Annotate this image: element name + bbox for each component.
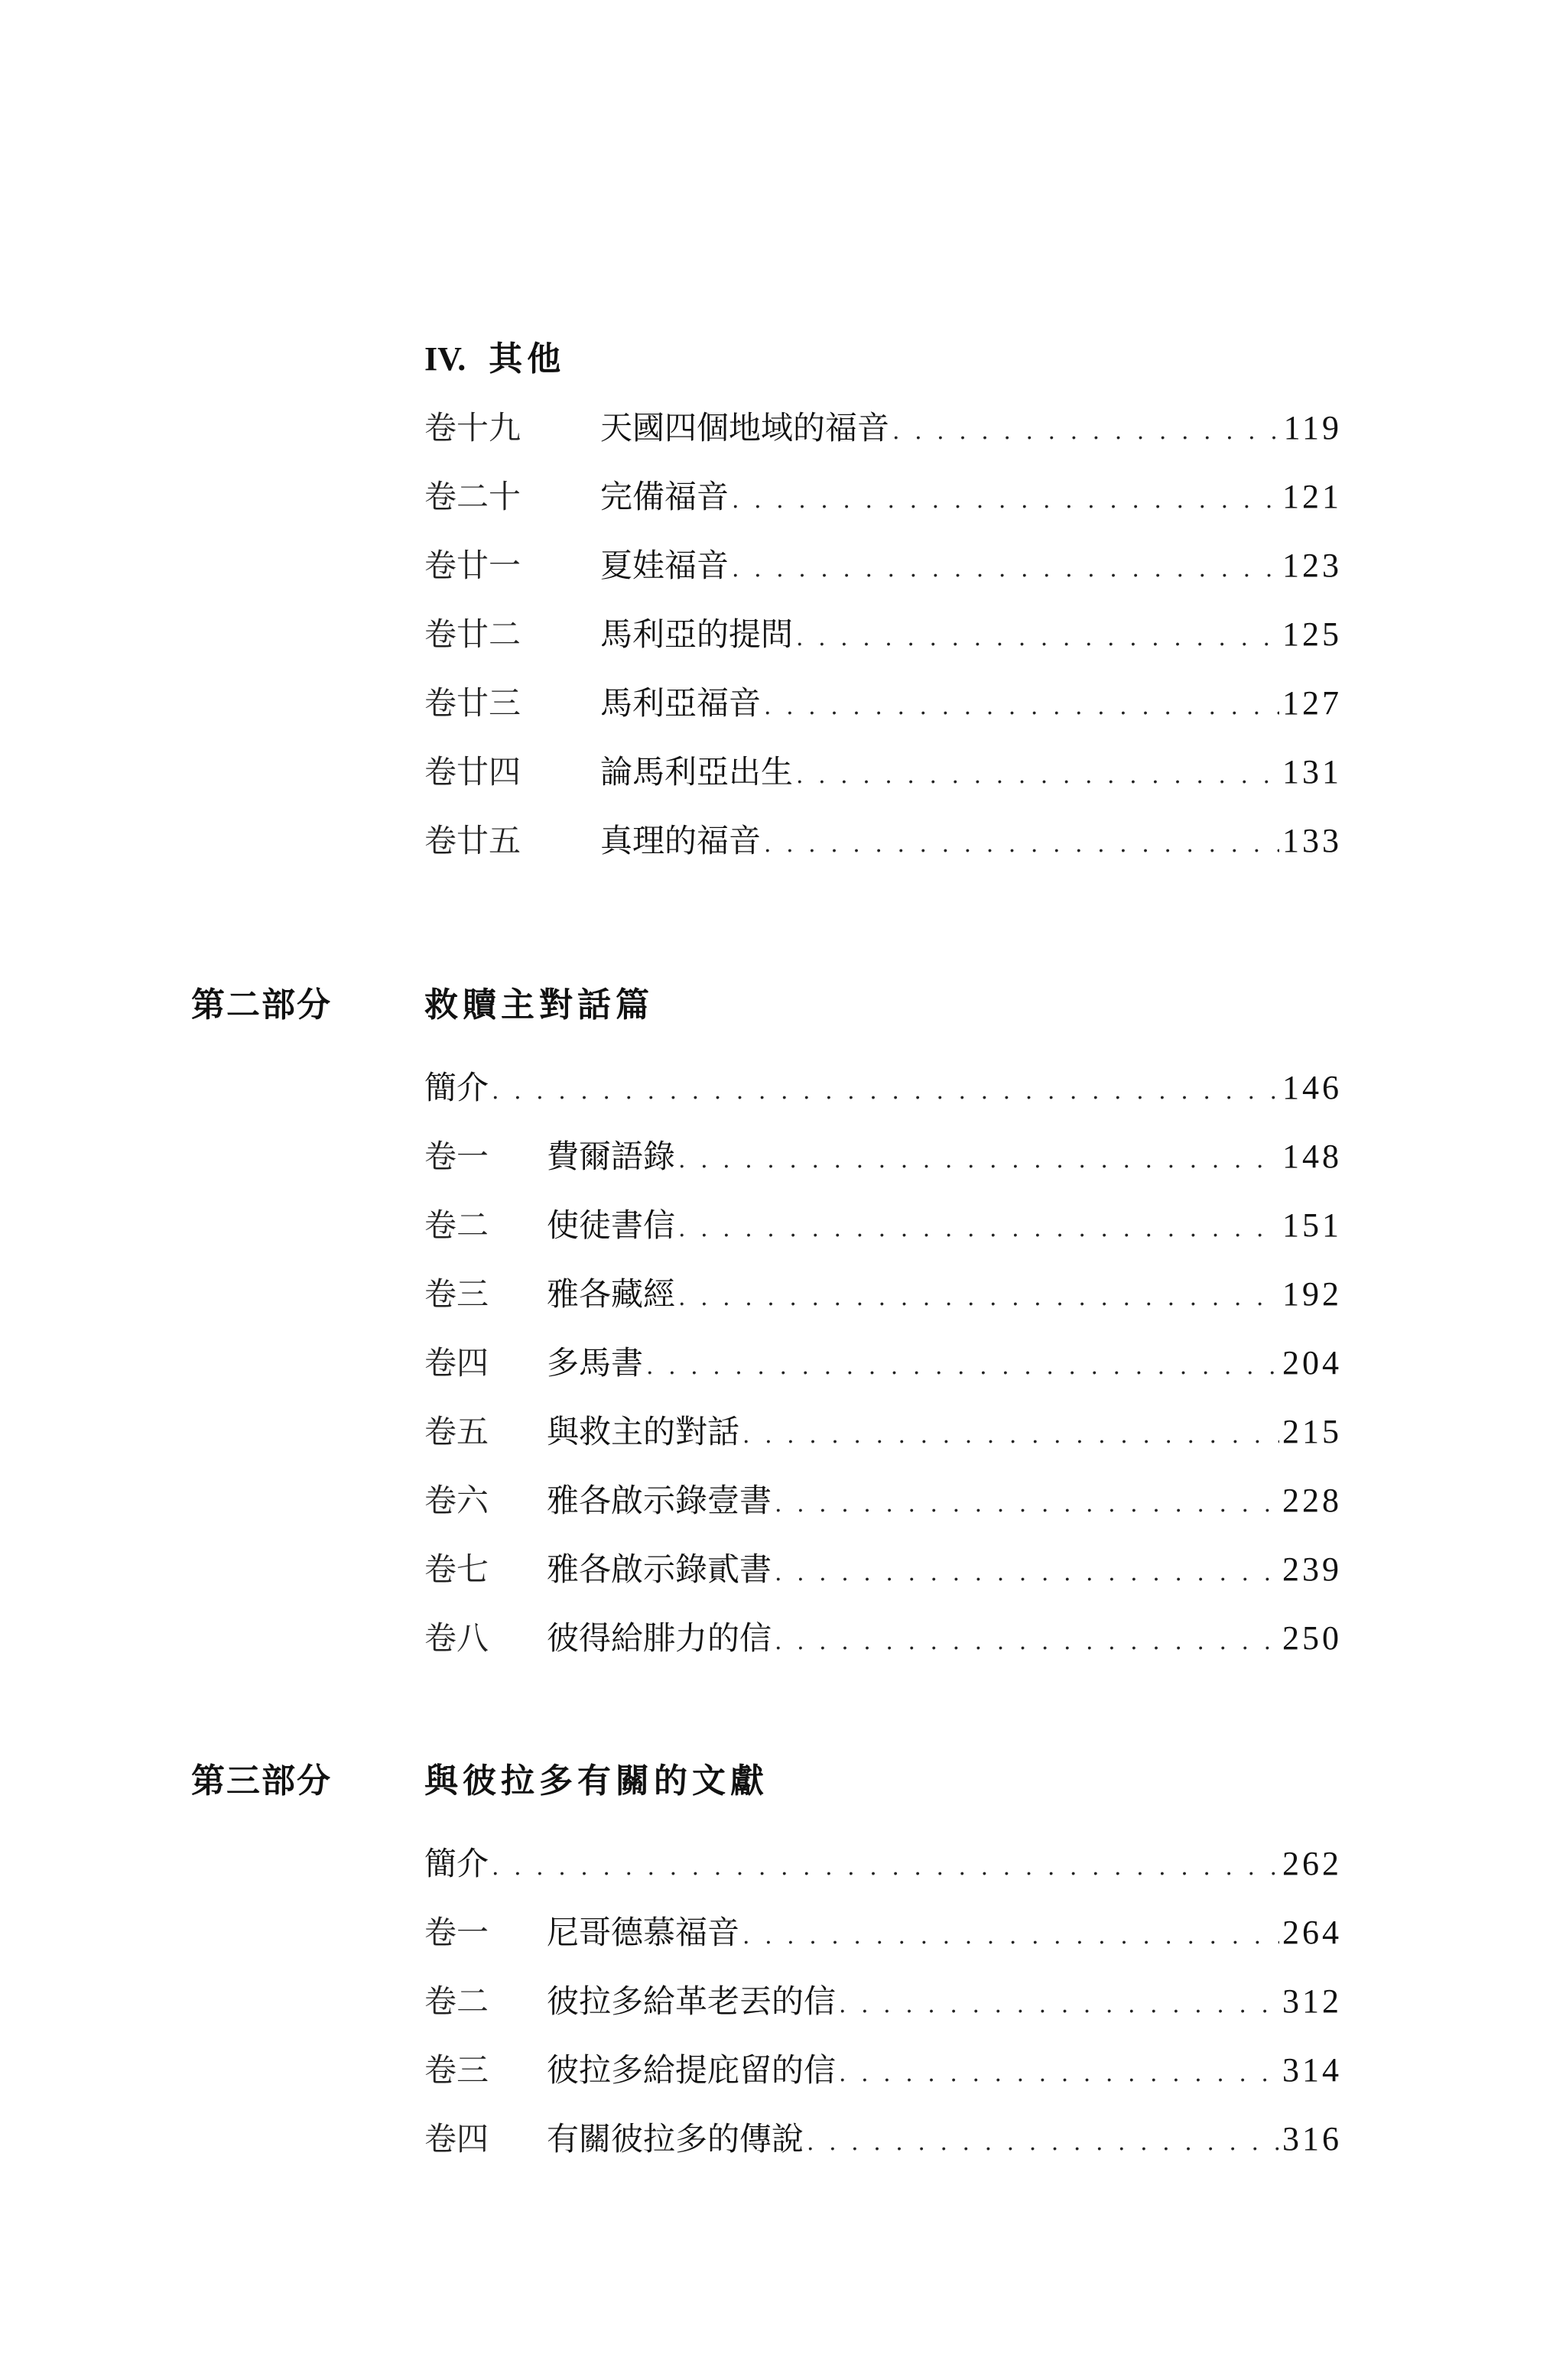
entry-title: 馬利亞福音 bbox=[600, 684, 762, 722]
entry-title: 天國四個地域的福音 bbox=[600, 409, 890, 446]
volume-label: 卷七 bbox=[424, 1550, 489, 1588]
section-heading bbox=[424, 336, 565, 382]
dot-leader bbox=[796, 753, 1279, 799]
volume-label: 卷四 bbox=[424, 2120, 489, 2158]
volume-label: 卷一 bbox=[424, 1914, 489, 1951]
dot-leader bbox=[492, 1069, 1279, 1115]
toc-entry bbox=[424, 543, 1342, 612]
toc-entry bbox=[424, 749, 1342, 818]
entry-title: 多馬書 bbox=[547, 1344, 644, 1382]
page-number: 123 bbox=[1282, 547, 1342, 584]
toc-entry bbox=[424, 1478, 1342, 1547]
toc-entry bbox=[424, 818, 1342, 887]
page-number: 264 bbox=[1282, 1914, 1342, 1951]
page-number: 204 bbox=[1282, 1344, 1342, 1382]
entry-title: 馬利亞的提問 bbox=[600, 615, 794, 653]
dot-leader bbox=[764, 684, 1279, 730]
dot-leader bbox=[742, 1914, 1279, 1960]
page-number: 314 bbox=[1282, 2051, 1342, 2089]
toc-entry bbox=[424, 1910, 1342, 1979]
entry-title: 論馬利亞出生 bbox=[600, 753, 794, 791]
entry-title: 夏娃福音 bbox=[600, 547, 729, 584]
entry-title: 使徒書信 bbox=[547, 1206, 676, 1244]
volume-label: 卷八 bbox=[424, 1619, 489, 1657]
entry-title: 有關彼拉多的傳說 bbox=[547, 2120, 804, 2158]
dot-leader bbox=[678, 1206, 1279, 1252]
dot-leader bbox=[492, 1845, 1279, 1891]
volume-label: 卷二 bbox=[424, 1982, 489, 2020]
section-title: 救贖主對話篇 bbox=[424, 985, 654, 1024]
page-number: 133 bbox=[1282, 822, 1342, 859]
section-title: 其他 bbox=[489, 339, 566, 378]
toc-entry-list bbox=[424, 405, 1342, 887]
entry-title: 與救主的對話 bbox=[547, 1413, 740, 1450]
dot-leader bbox=[678, 1138, 1279, 1184]
dot-leader bbox=[742, 1413, 1279, 1459]
section-roman-numeral: IV. bbox=[424, 340, 466, 378]
volume-label: 卷廿一 bbox=[424, 547, 521, 584]
entry-title: 完備福音 bbox=[600, 478, 729, 515]
volume-label: 卷四 bbox=[424, 1344, 489, 1382]
page-number: 228 bbox=[1282, 1482, 1342, 1519]
section-title: 與彼拉多有關的文獻 bbox=[424, 1761, 768, 1800]
page-number: 262 bbox=[1282, 1845, 1342, 1882]
volume-label: 卷廿三 bbox=[424, 684, 521, 722]
dot-leader bbox=[678, 1275, 1279, 1321]
toc-entry bbox=[424, 1841, 1342, 1910]
dot-leader bbox=[796, 615, 1279, 661]
toc-entry-list bbox=[424, 1841, 1342, 2185]
dot-leader bbox=[839, 2051, 1279, 2097]
toc-entry bbox=[424, 1271, 1342, 1340]
toc-entry bbox=[424, 1203, 1342, 1271]
volume-label: 卷十九 bbox=[424, 409, 521, 446]
page-number: 148 bbox=[1282, 1138, 1342, 1175]
entry-title: 真理的福音 bbox=[600, 822, 762, 859]
part-label: 第二部分 bbox=[191, 985, 332, 1024]
page-number: 250 bbox=[1282, 1619, 1342, 1657]
page-number: 146 bbox=[1282, 1069, 1342, 1106]
entry-title: 簡介 bbox=[424, 1845, 489, 1882]
toc-entry bbox=[424, 1409, 1342, 1478]
dot-leader bbox=[807, 2120, 1279, 2166]
volume-label: 卷三 bbox=[424, 1275, 489, 1313]
volume-label: 卷五 bbox=[424, 1413, 489, 1450]
page-number: 312 bbox=[1282, 1982, 1342, 2020]
volume-label: 卷六 bbox=[424, 1482, 489, 1519]
entry-title: 費爾語錄 bbox=[547, 1138, 676, 1175]
toc-entry bbox=[424, 1979, 1342, 2047]
volume-label: 卷二十 bbox=[424, 478, 521, 515]
entry-title: 雅各啟示錄壹書 bbox=[547, 1482, 772, 1519]
entry-title: 彼拉多給革老丟的信 bbox=[547, 1982, 837, 2020]
page-number: 239 bbox=[1282, 1550, 1342, 1588]
toc-entry bbox=[424, 680, 1342, 749]
dot-leader bbox=[775, 1482, 1279, 1528]
volume-label: 卷三 bbox=[424, 2051, 489, 2089]
toc-entry-list bbox=[424, 1065, 1342, 1684]
entry-title: 雅各啟示錄貳書 bbox=[547, 1550, 772, 1588]
page-number: 192 bbox=[1282, 1275, 1342, 1313]
dot-leader bbox=[775, 1619, 1279, 1665]
page-number: 151 bbox=[1282, 1206, 1342, 1244]
page-number: 131 bbox=[1282, 753, 1342, 791]
page-number: 316 bbox=[1282, 2120, 1342, 2158]
page-number: 125 bbox=[1282, 615, 1342, 653]
volume-label: 卷一 bbox=[424, 1138, 489, 1175]
dot-leader bbox=[764, 822, 1279, 868]
toc-entry bbox=[424, 1615, 1342, 1684]
toc-entry bbox=[424, 2047, 1342, 2116]
toc-entry bbox=[424, 1340, 1342, 1409]
page-number: 119 bbox=[1283, 409, 1342, 446]
volume-label: 卷廿四 bbox=[424, 753, 521, 791]
dot-leader bbox=[775, 1550, 1279, 1596]
toc-entry bbox=[424, 474, 1342, 543]
dot-leader bbox=[732, 478, 1279, 524]
toc-entry bbox=[424, 1065, 1342, 1134]
toc-entry bbox=[424, 612, 1342, 680]
page-number: 127 bbox=[1282, 684, 1342, 722]
entry-title: 尼哥德慕福音 bbox=[547, 1914, 740, 1951]
toc-entry bbox=[424, 405, 1342, 474]
entry-title: 彼拉多給提庇留的信 bbox=[547, 2051, 837, 2089]
dot-leader bbox=[646, 1344, 1279, 1390]
volume-label: 卷二 bbox=[424, 1206, 489, 1244]
volume-label: 卷廿五 bbox=[424, 822, 521, 859]
dot-leader bbox=[732, 547, 1279, 593]
entry-title: 簡介 bbox=[424, 1069, 489, 1106]
dot-leader bbox=[839, 1982, 1279, 2028]
volume-label: 卷廿二 bbox=[424, 615, 521, 653]
dot-leader bbox=[892, 409, 1281, 455]
entry-title: 彼得給腓力的信 bbox=[547, 1619, 772, 1657]
entry-title: 雅各藏經 bbox=[547, 1275, 676, 1313]
toc-entry bbox=[424, 1547, 1342, 1615]
toc-entry bbox=[424, 1134, 1342, 1203]
page-number: 215 bbox=[1282, 1413, 1342, 1450]
part-label: 第三部分 bbox=[191, 1761, 332, 1800]
toc-entry bbox=[424, 2116, 1342, 2185]
page-number: 121 bbox=[1282, 478, 1342, 515]
